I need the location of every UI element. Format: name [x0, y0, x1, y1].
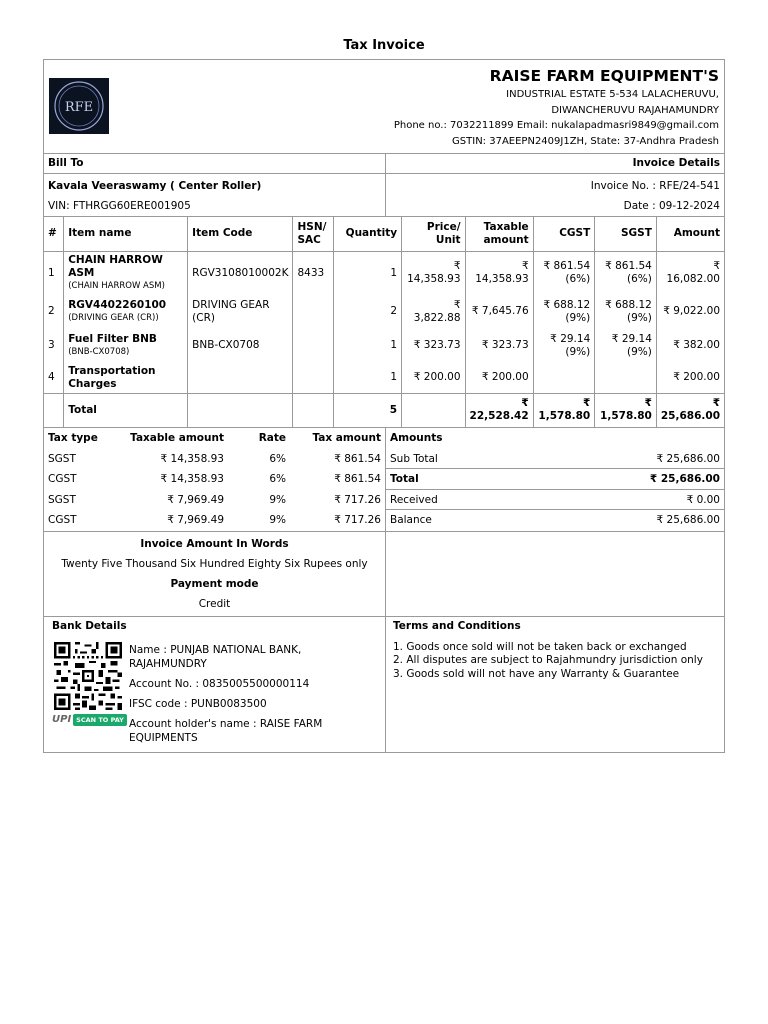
tax-rate: 6% — [269, 473, 286, 486]
col-header: Taxable amount — [465, 217, 533, 251]
item-cgst: ₹ 29.14 (9%) — [533, 329, 595, 363]
table-row — [44, 363, 724, 394]
item-name: Fuel Filter BNB — [68, 332, 157, 345]
item-hsn: 8433 — [293, 251, 334, 295]
account-number: Account No. : 0835005500000114 — [129, 677, 310, 690]
item-price: ₹ 200.00 — [402, 363, 465, 394]
bank-terms-section — [44, 616, 724, 752]
logo-text: RFE — [64, 100, 94, 115]
item-taxable: ₹ 323.73 — [465, 329, 533, 363]
item-code: DRIVING GEAR (CR) — [188, 295, 293, 329]
col-header: Price/ Unit — [402, 217, 465, 251]
item-taxable: ₹ 14,358.93 — [465, 251, 533, 295]
item-name-cell — [64, 295, 188, 329]
item-name: CHAIN HARROW ASM — [68, 253, 163, 279]
words-heading: Invoice Amount In Words — [140, 537, 289, 550]
item-sgst — [595, 363, 657, 394]
upi-logo-icon: UPI — [52, 714, 72, 725]
col-header: Tax type — [48, 432, 98, 445]
table-row — [44, 510, 385, 531]
terms-item: 3. Goods sold will not have any Warranty & Guarantee — [393, 667, 680, 680]
company-gstin: GSTIN: 37AEEPN2409J1ZH, State: 37-Andhra Pradesh — [452, 135, 719, 147]
customer-name: Kavala Veeraswamy ( Center Roller) — [48, 180, 262, 192]
tax-taxable: ₹ 14,358.93 — [160, 473, 224, 486]
item-quantity: 1 — [334, 329, 402, 363]
grand-total-value: ₹ 25,686.00 — [649, 473, 720, 485]
tax-amount: ₹ 861.54 — [334, 452, 381, 465]
tax-rate: 6% — [269, 452, 286, 465]
item-taxable: ₹ 7,645.76 — [465, 295, 533, 329]
item-amount: ₹ 382.00 — [673, 339, 720, 351]
item-taxable: ₹ 200.00 — [465, 363, 533, 394]
invoice — [43, 59, 725, 753]
item-name-cell — [64, 329, 188, 363]
tax-taxable: ₹ 7,969.49 — [167, 493, 224, 506]
tax-rate: 9% — [269, 514, 286, 527]
company-logo — [49, 78, 109, 134]
items-header-row — [44, 217, 724, 251]
col-header: # — [44, 217, 64, 251]
company-address: INDUSTRIAL ESTATE 5-534 LALACHERUVU, DIWANCHERUVU RAJAHAMUNDRY — [506, 89, 719, 116]
tax-amount: ₹ 861.54 — [334, 473, 381, 486]
item-amount: ₹ 200.00 — [673, 371, 720, 383]
item-name-cell — [64, 363, 188, 394]
item-hsn — [293, 329, 334, 363]
item-code: RGV3108010002K — [188, 251, 293, 295]
table-row — [44, 469, 385, 490]
item-quantity: 1 — [334, 251, 402, 295]
invoice-date: Date : 09-12-2024 — [623, 200, 720, 212]
total-amount: ₹ 25,686.00 — [656, 393, 724, 427]
item-quantity: 1 — [334, 363, 402, 394]
total-quantity: 5 — [334, 393, 402, 427]
balance-value: ₹ 25,686.00 — [656, 514, 720, 526]
items-total-row — [44, 393, 724, 427]
company-info — [394, 66, 719, 149]
terms-item: 2. All disputes are subject to Rajahmundry jurisdiction only — [393, 654, 703, 666]
tax-type: CGST — [48, 514, 77, 527]
bank-details — [44, 617, 386, 752]
amounts-heading: Amounts — [390, 432, 443, 444]
document-title: Tax Invoice — [343, 38, 425, 53]
customer-vin: VIN: FTHRGG60ERE001905 — [48, 200, 191, 212]
tax-header-row — [44, 428, 385, 449]
col-header: Amount — [656, 217, 724, 251]
item-subtitle: (DRIVING GEAR (CR)) — [68, 312, 159, 323]
tax-type: SGST — [48, 452, 76, 465]
item-sgst: ₹ 861.54 (6%) — [595, 251, 657, 295]
total-sgst: ₹ 1,578.80 — [595, 393, 657, 427]
item-subtitle: (CHAIN HARROW ASM) — [68, 280, 165, 291]
total-cgst: ₹ 1,578.80 — [533, 393, 595, 427]
total-label: Total — [64, 393, 188, 427]
invoice-number: Invoice No. : RFE/24-541 — [590, 180, 720, 192]
bank-heading: Bank Details — [52, 619, 127, 632]
col-header: Tax amount — [312, 432, 381, 445]
item-amount: ₹ 9,022.00 — [663, 305, 720, 317]
amounts-panel — [386, 428, 724, 531]
invoice-details-heading: Invoice Details — [386, 154, 724, 174]
bank-info — [129, 643, 379, 751]
received-label: Received — [390, 493, 438, 506]
item-name: Transportation Charges — [68, 364, 156, 390]
item-name-cell — [64, 251, 188, 295]
terms-item: 1. Goods once sold will not be taken back or exchanged — [393, 640, 687, 653]
item-price: ₹ 323.73 — [402, 329, 465, 363]
terms-and-conditions — [386, 617, 724, 752]
terms-heading: Terms and Conditions — [393, 619, 521, 632]
item-name: RGV4402260100 — [68, 298, 167, 311]
tax-amount: ₹ 717.26 — [334, 493, 381, 506]
bank-name: Name : PUNJAB NATIONAL BANK, RAJAHMUNDRY — [129, 643, 302, 670]
invoice-header — [44, 60, 724, 154]
upi-scan-to-pay — [52, 713, 127, 727]
tax-summary-table — [44, 428, 385, 531]
item-cgst: ₹ 688.12 (9%) — [533, 295, 595, 329]
account-holder: Account holder's name : RAISE FARM EQUIPMENTS — [129, 717, 323, 744]
table-row — [44, 449, 385, 470]
col-header: Taxable amount — [130, 432, 224, 445]
col-header: CGST — [533, 217, 595, 251]
balance-label: Balance — [390, 514, 432, 526]
item-amount: ₹ 16,082.00 — [666, 260, 720, 285]
received-value: ₹ 0.00 — [686, 493, 720, 506]
sub-total-label: Sub Total — [390, 452, 438, 465]
item-price: ₹ 3,822.88 — [402, 295, 465, 329]
col-header: Item name — [64, 217, 188, 251]
item-cgst — [533, 363, 595, 394]
tax-summary-section — [44, 427, 724, 531]
item-sgst: ₹ 29.14 (9%) — [595, 329, 657, 363]
items-table — [44, 217, 724, 427]
row-number: 3 — [44, 329, 64, 363]
tax-taxable: ₹ 14,358.93 — [160, 452, 224, 465]
item-sgst: ₹ 688.12 (9%) — [595, 295, 657, 329]
tax-amount: ₹ 717.26 — [334, 514, 381, 527]
item-hsn — [293, 295, 334, 329]
table-row — [44, 490, 385, 511]
ifsc-code: IFSC code : PUNB0083500 — [129, 697, 267, 710]
logo-emblem-icon — [49, 78, 109, 134]
col-header: HSN/ SAC — [293, 217, 334, 251]
tax-rate: 9% — [269, 493, 286, 506]
scan-to-pay-badge: SCAN TO PAY — [73, 714, 127, 726]
total-taxable: ₹ 22,528.42 — [465, 393, 533, 427]
table-row — [44, 295, 724, 329]
item-quantity: 2 — [334, 295, 402, 329]
billing-section — [44, 154, 724, 217]
grand-total-label: Total — [390, 473, 419, 485]
payment-mode-heading: Payment mode — [170, 577, 259, 590]
col-header: SGST — [595, 217, 657, 251]
tax-type: SGST — [48, 493, 76, 506]
table-row — [44, 251, 724, 295]
payment-mode: Credit — [198, 597, 231, 610]
item-hsn — [293, 363, 334, 394]
col-header: Rate — [258, 432, 286, 445]
item-cgst: ₹ 861.54 (6%) — [533, 251, 595, 295]
amount-in-words-section — [44, 531, 724, 616]
qr-code-icon[interactable] — [52, 642, 124, 710]
tax-taxable: ₹ 7,969.49 — [167, 514, 224, 527]
row-number: 4 — [44, 363, 64, 394]
item-price: ₹ 14,358.93 — [402, 251, 465, 295]
company-contact: Phone no.: 7032211899 Email: nukalapadmasri9849@gmail.com — [393, 120, 719, 131]
row-number: 1 — [44, 251, 64, 295]
row-number: 2 — [44, 295, 64, 329]
sub-total-value: ₹ 25,686.00 — [656, 452, 720, 465]
company-name: RAISE FARM EQUIPMENT'S — [489, 67, 719, 85]
amount-in-words: Twenty Five Thousand Six Hundred Eighty Six Rupees only — [61, 557, 368, 570]
item-code — [188, 363, 293, 394]
col-header: Quantity — [334, 217, 402, 251]
item-subtitle: (BNB-CX0708) — [68, 346, 130, 357]
tax-type: CGST — [48, 473, 77, 486]
bill-to-heading: Bill To — [44, 154, 385, 174]
item-code: BNB-CX0708 — [188, 329, 293, 363]
col-header: Item Code — [188, 217, 293, 251]
table-row — [44, 329, 724, 363]
